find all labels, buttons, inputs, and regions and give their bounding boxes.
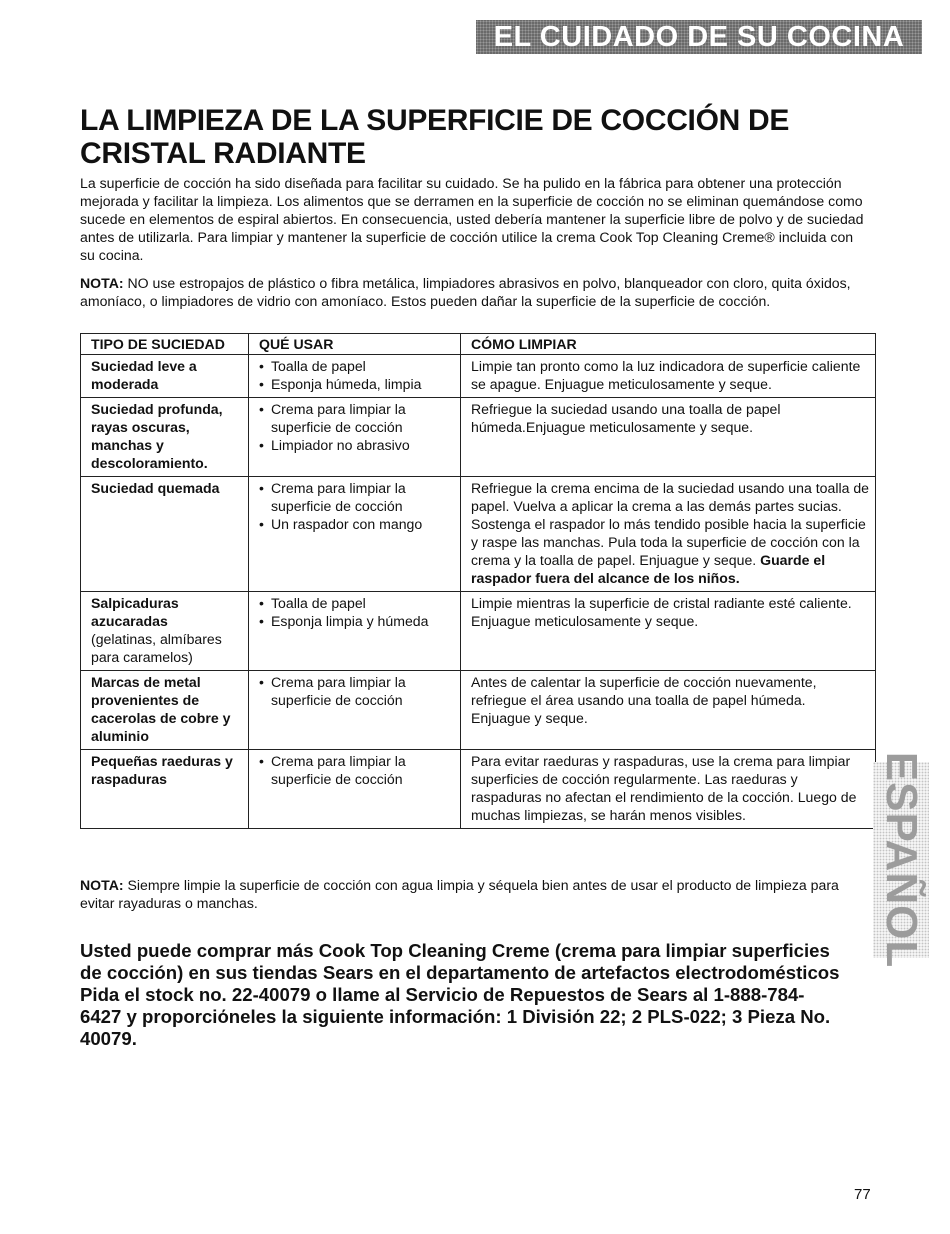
table-row: [81, 750, 876, 829]
table-row: [81, 477, 876, 592]
soil-type: Suciedad leve a moderada: [91, 358, 197, 392]
instructions: Refriegue la suciedad usando una toalla de papel húmeda.Enjuague meticulosamente y seque.: [471, 401, 781, 435]
table-row: [81, 398, 876, 477]
column-header: CÓMO LIMPIAR: [461, 334, 876, 355]
how-to-clean-cell: [461, 355, 876, 398]
soil-type: Suciedad quemada: [91, 480, 220, 496]
what-to-use-cell: [249, 477, 461, 592]
nota-text: NO use estropajos de plástico o fibra metálica, limpiadores abrasivos en polvo, blanqueador con cloro, quita óxidos, amoníaco, o limpiadores de vidrio con amoníaco. Estos pueden dañar la superficie de la superficie de cocción.: [80, 275, 851, 309]
table-row: [81, 671, 876, 750]
soil-type-note: (gelatinas, almíbares para caramelos): [91, 631, 222, 665]
purchase-info: Usted puede comprar más Cook Top Cleaning Creme (crema para limpiar superficies de cocción) en sus tiendas Sears en el departamento de artefactos electrodomésticos Pida el stock no. 22-40079 o llame al Servicio de Repuestos de Sears al 1-888-784-6427 y proporciόneles la siguiente información: 1 Divisiόn 22; 2 PLS-022; 3 Pieza No. 40079.: [80, 940, 840, 1049]
nota-warning: [80, 274, 870, 310]
what-to-use-cell: [249, 671, 461, 750]
instructions: Limpie tan pronto como la luz indicadora de superficie caliente se apague. Enjuague meticulosamente y seque.: [471, 358, 861, 392]
table-row: [81, 592, 876, 671]
language-side-tab: [873, 751, 929, 969]
table-header-row: [81, 334, 876, 355]
language-tab-label: ESPAÑOL: [877, 751, 926, 969]
soil-type-cell: [81, 398, 249, 477]
soil-type-cell: [81, 671, 249, 750]
instructions: Para evitar raeduras y raspaduras, use la crema para limpiar superficies de cocción regularmente. Las raeduras y raspaduras no afectan el rendimiento de la cocción. Luego de muchas limpiezas, se harán menos visibles.: [471, 753, 857, 823]
what-to-use-cell: [249, 592, 461, 671]
cleaning-table: [80, 333, 876, 829]
intro-paragraph: La superficie de cocción ha sido diseñada para facilitar su cuidado. Se ha pulido en la fábrica para obtener una protección mejorada y facilitar la limpieza. Los alimentos que se derramen en la superficie de cocción no se eliminan quemándose como sucede en elementos de espiral abiertos. En consecuencia, usted debería mantener la superficie libre de polvo y de suciedad antes de utilizarla. Para limpiar y mantener la superficie de cocción utilice la crema Cook Top Cleaning Creme® incluida con su cocina.: [80, 175, 864, 263]
how-to-clean-cell: [461, 671, 876, 750]
list-item: • Toalla de papel: [259, 594, 454, 612]
soil-type: Marcas de metal provenientes de cacerolas de cobre y aluminio: [91, 674, 231, 744]
how-to-clean-cell: [461, 398, 876, 477]
column-header: TIPO DE SUCIEDAD: [81, 334, 249, 355]
nota-label: NOTA:: [80, 877, 124, 893]
column-header: QUÉ USAR: [249, 334, 461, 355]
nota-label: NOTA:: [80, 275, 124, 291]
list-item: • Esponja limpia y húmeda: [259, 612, 454, 630]
how-to-clean-cell: [461, 477, 876, 592]
list-item: • Toalla de papel: [259, 357, 454, 375]
soil-type-cell: [81, 592, 249, 671]
table-row: [81, 355, 876, 398]
list-item: • Limpiador no abrasivo: [259, 436, 454, 454]
list-item: • Crema para limpiar la superficie de cocción: [259, 479, 454, 515]
soil-type-cell: [81, 477, 249, 592]
list-item: • Crema para limpiar la superficie de cocción: [259, 752, 454, 788]
safety-warning: Guarde el raspador fuera del alcance de los niños.: [471, 552, 826, 586]
what-to-use-cell: [249, 750, 461, 829]
nota-text: Siempre limpie la superficie de cocción con agua limpia y séquela bien antes de usar el producto de limpieza para evitar rayaduras o manchas.: [80, 877, 839, 911]
list-item: • Un raspador con mango: [259, 515, 454, 533]
instructions: Refriegue la crema encima de la suciedad usando una toalla de papel. Vuelva a aplicar la crema a las demás partes sucias. Sostenga el raspador lo más tendido posible hacia la superficie y raspe las manchas. Pula toda la superficie de cocción con la crema y la toalla de papel. Enjuague y seque.: [471, 480, 870, 568]
page-number: 77: [854, 1186, 871, 1203]
soil-type-cell: [81, 750, 249, 829]
what-to-use-cell: [249, 398, 461, 477]
list-item: • Crema para limpiar la superficie de cocción: [259, 673, 454, 709]
instructions: Antes de calentar la superficie de cocción nuevamente, refriegue el área usando una toalla de papel húmeda. Enjuague y seque.: [471, 674, 817, 726]
soil-type: Suciedad profunda, rayas oscuras, manchas y descoloramiento.: [91, 401, 223, 471]
what-to-use-cell: [249, 355, 461, 398]
how-to-clean-cell: [461, 592, 876, 671]
soil-type: Pequeñas raeduras y raspaduras: [91, 753, 233, 787]
list-item: • Crema para limpiar la superficie de cocción: [259, 400, 454, 436]
nota-reminder: [80, 876, 870, 912]
list-item: • Esponja húmeda, limpia: [259, 375, 454, 393]
page-title: LA LIMPIEZA DE LA SUPERFICIE DE COCCIÓN DE CRISTAL RADIANTE: [80, 104, 790, 170]
soil-type: Salpicaduras azucaradas: [91, 595, 179, 629]
instructions: Limpie mientras la superficie de cristal radiante esté caliente. Enjuague meticulosamente y seque.: [471, 595, 852, 629]
section-banner: EL CUIDADO DE SU COCINA: [476, 20, 922, 54]
soil-type-cell: [81, 355, 249, 398]
how-to-clean-cell: [461, 750, 876, 829]
